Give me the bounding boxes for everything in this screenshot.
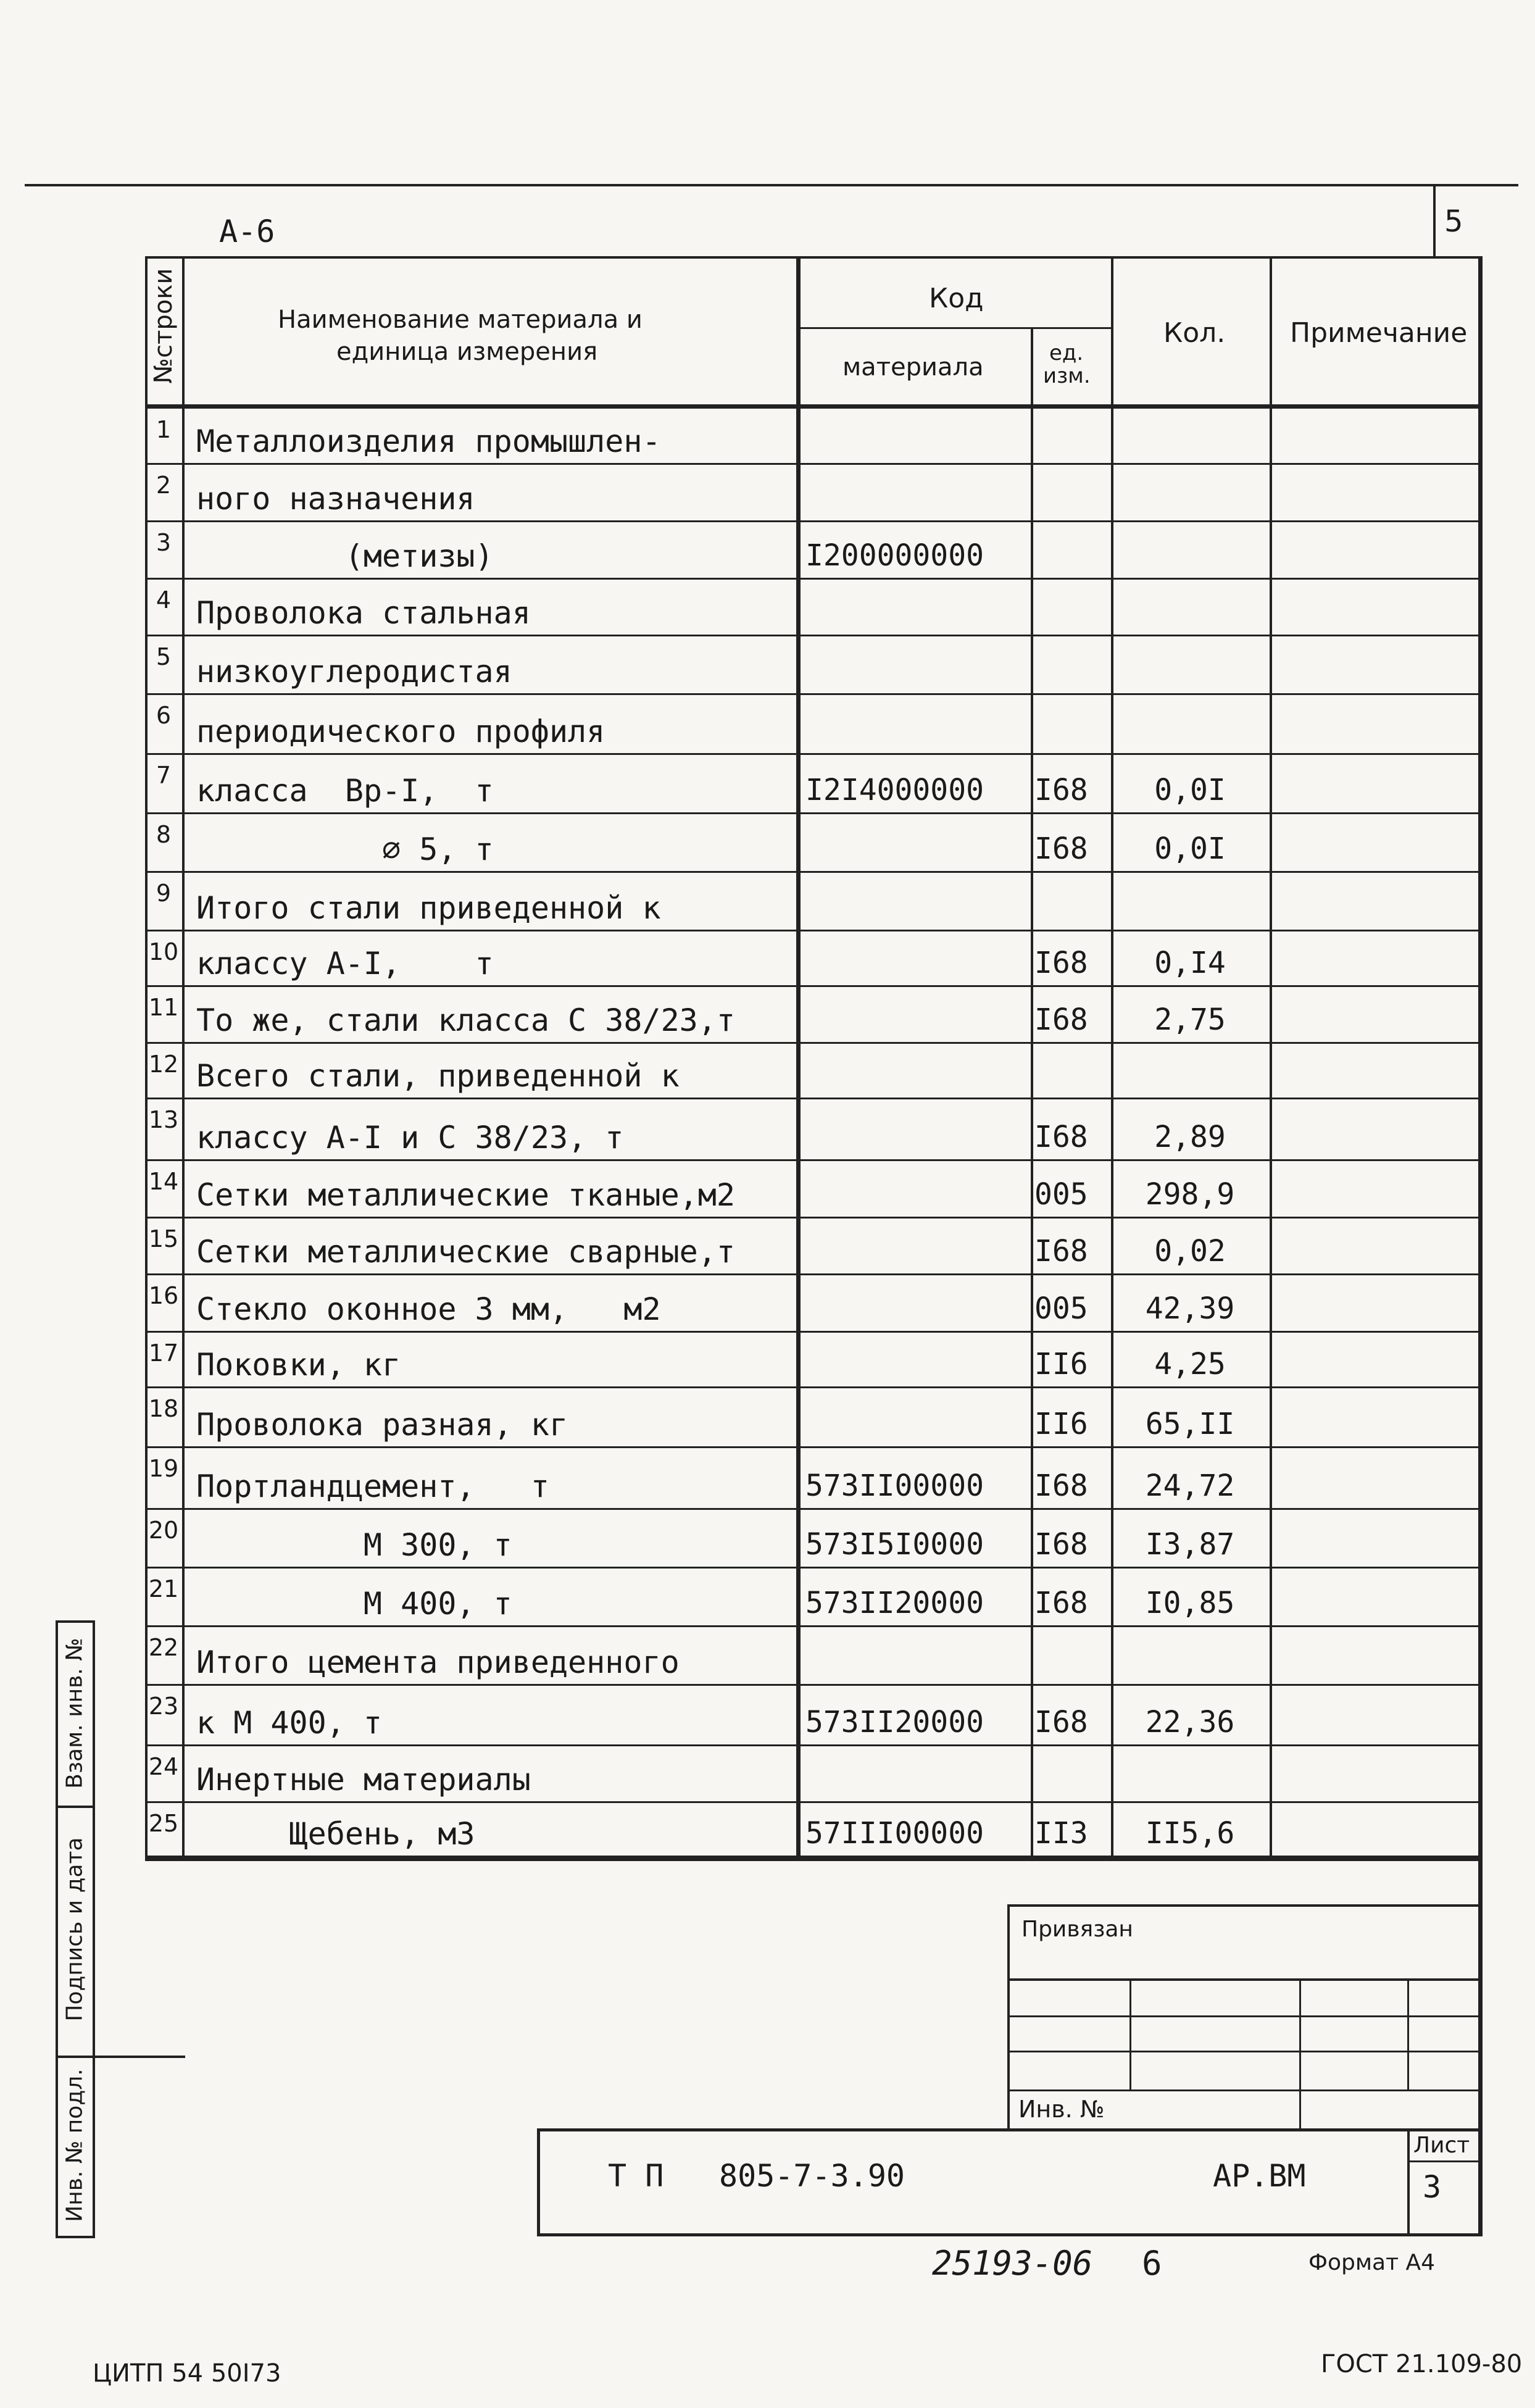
row-number: 9 <box>156 880 172 907</box>
row-number: 14 <box>148 1168 179 1195</box>
row-number: 17 <box>148 1339 179 1367</box>
material-code: 573I5I0000 <box>805 1527 984 1562</box>
header-material: материала <box>842 353 984 381</box>
material-name: М 400, т <box>196 1586 512 1622</box>
quantity: 298,9 <box>1145 1177 1235 1212</box>
row-number: 12 <box>148 1051 179 1078</box>
quantity: 0,0I <box>1154 831 1226 866</box>
material-name: Стекло оконное 3 мм, м2 <box>196 1291 661 1327</box>
unit-code: 005 <box>1034 1291 1088 1326</box>
header-qty: Кол. <box>1163 317 1226 349</box>
row-number: 25 <box>148 1810 179 1837</box>
sidebar-podpis: Подпись и дата <box>62 1837 88 2022</box>
stamp-doc-no: 805-7-3.90 <box>719 2158 905 2194</box>
row-number: 18 <box>148 1395 179 1422</box>
material-code: I2I4000000 <box>805 773 984 807</box>
row-number: 15 <box>148 1225 179 1252</box>
unit-code: I68 <box>1034 1234 1088 1269</box>
unit-code: I68 <box>1034 1527 1088 1562</box>
stamp-privyazan: Привязан <box>1021 1917 1133 1942</box>
material-name: классу А-I, т <box>196 946 494 981</box>
unit-code: I68 <box>1034 773 1088 807</box>
material-name: М 300, т <box>196 1527 512 1563</box>
quantity: 4,25 <box>1154 1347 1226 1381</box>
material-name: Инертные материалы <box>196 1762 531 1798</box>
row-number: 1 <box>156 416 172 443</box>
material-code: 573II00000 <box>805 1469 984 1503</box>
row-number: 23 <box>148 1693 179 1720</box>
quantity: 42,39 <box>1145 1291 1235 1326</box>
stamp-sheet-label: Лист <box>1413 2133 1470 2158</box>
header-unit-line1: ед. <box>1049 341 1084 365</box>
quantity: 22,36 <box>1145 1705 1235 1739</box>
unit-code: I68 <box>1034 1002 1088 1037</box>
stamp-code: АР.ВМ <box>1213 2158 1306 2194</box>
quantity: 0,0I <box>1154 773 1226 807</box>
unit-code: II3 <box>1034 1816 1088 1851</box>
quantity: I0,85 <box>1145 1586 1235 1620</box>
header-name-line1: Наименование материала и <box>278 306 643 334</box>
footer-right: ГОСТ 21.109-80 <box>1321 2350 1523 2378</box>
unit-code: 005 <box>1034 1177 1088 1212</box>
page-number-box-left <box>1433 184 1436 257</box>
material-name: к М 400, т <box>196 1705 383 1741</box>
unit-code: I68 <box>1034 1705 1088 1739</box>
material-name: Сетки металлические тканые,м2 <box>196 1177 735 1213</box>
material-name: класса Вр-I, т <box>196 773 494 809</box>
quantity: 24,72 <box>1145 1469 1235 1503</box>
material-name: Итого стали приведенной к <box>196 890 661 926</box>
material-code: 573II20000 <box>805 1586 984 1620</box>
form-code: А-6 <box>219 214 275 249</box>
quantity: 2,75 <box>1154 1002 1226 1037</box>
header-unit-line2: изм. <box>1043 364 1091 388</box>
material-name: Итого цемента приведенного <box>196 1644 680 1680</box>
unit-code: I68 <box>1034 946 1088 980</box>
row-number: 6 <box>156 702 172 729</box>
material-name: То же, стали класса С 38/23,т <box>196 1002 735 1038</box>
quantity: I3,87 <box>1145 1527 1235 1562</box>
footer-left: ЦИТП 54 50I73 <box>93 2359 281 2388</box>
row-number: 5 <box>156 643 172 670</box>
unit-code: I68 <box>1034 1586 1088 1620</box>
material-name: периодического профиля <box>196 714 605 749</box>
row-number: 2 <box>156 472 172 499</box>
stamp-sheet-no: 3 <box>1423 2169 1442 2205</box>
quantity: II5,6 <box>1145 1816 1235 1851</box>
row-number: 4 <box>156 586 172 614</box>
top-rule <box>25 184 1518 186</box>
row-number: 10 <box>148 938 179 965</box>
page-number: 5 <box>1444 204 1463 239</box>
material-name: (метизы) <box>196 538 494 574</box>
material-code: I200000000 <box>805 538 984 573</box>
quantity: 65,II <box>1145 1407 1235 1441</box>
stamp-tp: Т П <box>608 2158 664 2194</box>
material-name: Проволока разная, кг <box>196 1407 568 1443</box>
header-note: Примечание <box>1290 317 1468 349</box>
stamp-inv-no: Инв. № <box>1018 2096 1105 2123</box>
material-name: Металлоизделия промышлен- <box>196 423 661 459</box>
unit-code: I68 <box>1034 1120 1088 1154</box>
header-row-no: №строки <box>149 268 178 384</box>
row-number: 20 <box>148 1517 179 1544</box>
material-name: ного назначения <box>196 481 475 517</box>
unit-code: II6 <box>1034 1347 1088 1381</box>
material-name: Всего стали, приведенной к <box>196 1058 680 1094</box>
unit-code: I68 <box>1034 831 1088 866</box>
material-code: 573II20000 <box>805 1705 984 1739</box>
handwritten-number: 25193-06 <box>932 2244 1093 2283</box>
quantity: 2,89 <box>1154 1120 1226 1154</box>
material-name: классу А-I и С 38/23, т <box>196 1120 624 1156</box>
material-name: низкоуглеродистая <box>196 654 512 689</box>
row-number: 21 <box>148 1575 179 1602</box>
footer-six: 6 <box>1142 2244 1162 2283</box>
row-number: 19 <box>148 1455 179 1482</box>
quantity: 0,02 <box>1154 1234 1226 1269</box>
sidebar-vzam: Взам. инв. № <box>62 1638 88 1789</box>
row-number: 16 <box>148 1282 179 1309</box>
material-code: 57III00000 <box>805 1816 984 1851</box>
row-number: 24 <box>148 1753 179 1780</box>
row-number: 11 <box>148 994 179 1021</box>
material-name: Портландцемент, т <box>196 1469 549 1504</box>
row-number: 22 <box>148 1634 179 1661</box>
row-number: 3 <box>156 529 172 556</box>
unit-code: I68 <box>1034 1469 1088 1503</box>
sidebar-inv: Инв. № подл. <box>62 2068 88 2222</box>
material-name: ∅ 5, т <box>196 831 494 867</box>
material-name: Щебень, м3 <box>196 1816 475 1852</box>
row-number: 7 <box>156 762 172 789</box>
material-name: Проволока стальная <box>196 595 531 631</box>
footer-format: Формат А4 <box>1308 2250 1436 2275</box>
material-name: Поковки, кг <box>196 1347 401 1383</box>
unit-code: II6 <box>1034 1407 1088 1441</box>
material-name: Сетки металлические сварные,т <box>196 1234 735 1270</box>
header-name-line2: единица измерения <box>336 338 598 366</box>
row-number: 8 <box>156 821 172 848</box>
header-code: Код <box>929 283 984 314</box>
quantity: 0,I4 <box>1154 946 1226 980</box>
row-number: 13 <box>148 1106 179 1133</box>
